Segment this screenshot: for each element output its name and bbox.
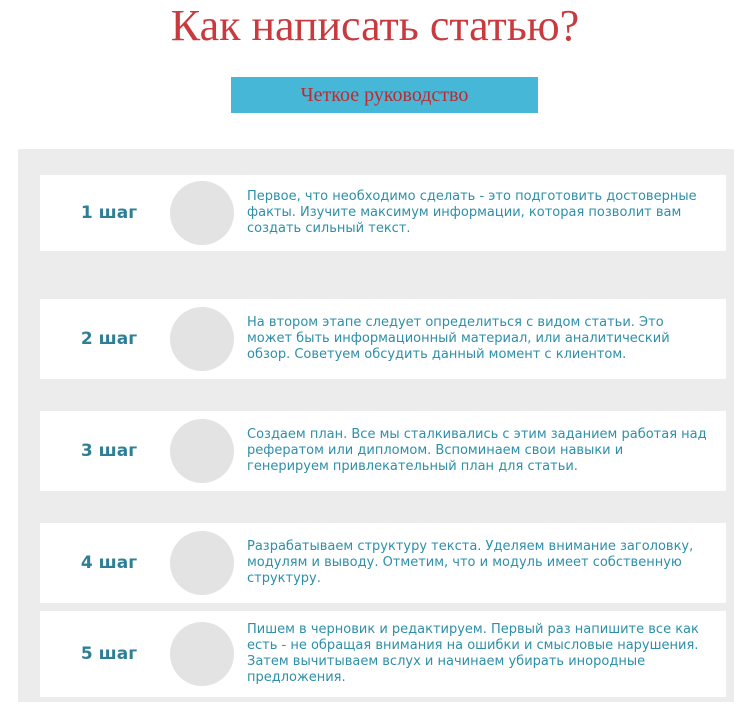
step-label-box (40, 523, 174, 603)
step-card (158, 175, 726, 251)
step-label-box (40, 611, 174, 697)
step-label-box (40, 299, 174, 379)
page-title: Как написать статью? (170, 1, 580, 50)
step-card (158, 523, 726, 603)
step-row (18, 299, 734, 379)
step-card (158, 411, 726, 491)
step-text: Разрабатываем структуру текста. Уделяем внимание заголовку, модулям и выводу. Отметим, что и модуль имеет собственную структуру. (247, 539, 694, 586)
step-circle-icon (170, 531, 234, 595)
step-text: Первое, что необходимо сделать - это подготовить достоверные факты. Изучите максимум информации, которая позволит вам создать сильный текст. (247, 189, 697, 236)
steps-panel (18, 149, 734, 702)
step-card (158, 611, 726, 697)
subtitle-banner (231, 77, 538, 113)
step-text: Пишем в черновик и редактируем. Первый раз напишите все как есть - не обращая внимания на ошибки и смысловые нарушения. Затем вычитываем вслух и начинаем убирать инородные предложения. (247, 622, 699, 685)
step-card (158, 299, 726, 379)
step-row (18, 523, 734, 603)
step-row (18, 175, 734, 251)
step-label: 5 шаг (80, 644, 138, 664)
step-row (18, 611, 734, 697)
step-label: 1 шаг (80, 203, 138, 223)
step-label-box (40, 411, 174, 491)
step-label: 4 шаг (80, 553, 138, 573)
step-circle-icon (170, 419, 234, 483)
step-label: 2 шаг (80, 329, 138, 349)
step-circle-icon (170, 622, 234, 686)
step-row (18, 411, 734, 491)
step-text: Создаем план. Все мы сталкивались с этим заданием работая над рефератом или дипломом. Вспоминаем свои навыки и генерируем привлекательный план для статьи. (247, 427, 707, 474)
step-label-box (40, 175, 174, 251)
step-circle-icon (170, 181, 234, 245)
step-label: 3 шаг (80, 441, 138, 461)
subtitle-text: Четкое руководство (300, 83, 469, 106)
step-circle-icon (170, 307, 234, 371)
step-text: На втором этапе следует определиться с видом статьи. Это может быть информационный материал, или аналитический обзор. Советуем обсудить данный момент с клиентом. (247, 315, 670, 362)
